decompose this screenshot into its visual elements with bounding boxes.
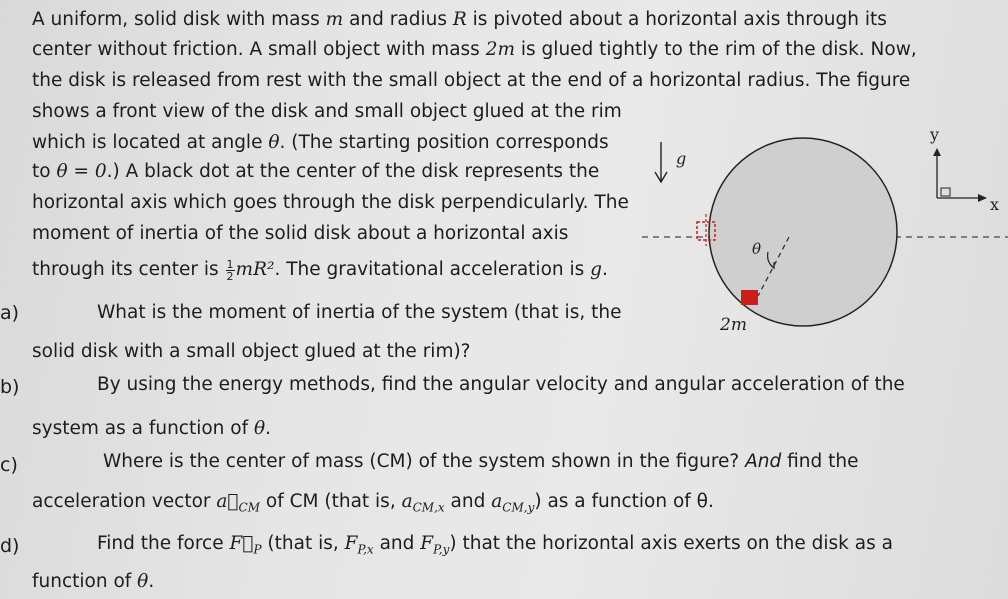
solid-disk [709,138,897,326]
part-b-line-2: system as a function of θ. [32,418,272,439]
y-axis-arrow-icon [933,148,941,156]
x-axis-label: x [990,195,1000,214]
part-b-label: b) [0,376,20,398]
part-c-label: c) [0,454,18,476]
part-a-line-2: solid disk with a small object glued at the rim)? [32,341,471,362]
intro-line-7: horizontal axis which goes through the disk perpendicularly. The [32,192,629,213]
part-c-line-2: acceleration vector $a⃗_{CM}$ of CM (that is, $a_{CM,x}$ and $a_{CM,y}$) as a function of θ. [32,491,714,515]
mass-label: 2m [720,315,747,335]
part-a-label: a) [0,302,20,324]
gravity-label: g [676,149,687,168]
part-a-line-1: What is the moment of inertia of the system (that is, the [97,302,622,323]
part-b-line-1: By using the energy methods, find the angular velocity and angular acceleration of the [97,374,905,395]
intro-line-5: which is located at angle θ. (The starting position corresponds [32,132,609,153]
intro-line-9: through its center is $\frac{1}{2}$ mR². The gravitational acceleration is g. [32,257,608,283]
part-d-line-2: function of θ. [32,571,155,592]
intro-line-1: A uniform, solid disk with mass m and radius R is pivoted about a horizontal axis through its [32,9,887,30]
small-mass [741,290,758,305]
x-axis-arrow-icon [978,194,987,202]
y-axis-label: y [930,125,940,144]
intro-line-3: the disk is released from rest with the small object at the end of a horizontal radius. The figure [32,70,911,91]
intro-line-2: center without friction. A small object with mass 2m is glued tightly to the rim of the disk. Now, [32,39,917,60]
angle-label: θ [752,240,762,258]
part-d-label: d) [0,535,20,557]
intro-line-6: to θ = 0.) A black dot at the center of the disk represents the [32,161,600,182]
part-c-line-1: Where is the center of mass (CM) of the system shown in the figure? And find the [103,451,859,472]
one-half-fraction: $\frac{1}{2}$ [226,257,234,283]
intro-line-4: shows a front view of the disk and small object glued at the rim [32,101,622,122]
axes-corner-box [941,188,950,196]
part-d-line-1: Find the force $F⃗_P$ (that is, $F_{P,x}$ and $F_{P,y}$) that the horizontal axis exerts on the disk as a [97,533,893,557]
intro-line-8: moment of inertia of the solid disk about a horizontal axis [32,223,569,244]
